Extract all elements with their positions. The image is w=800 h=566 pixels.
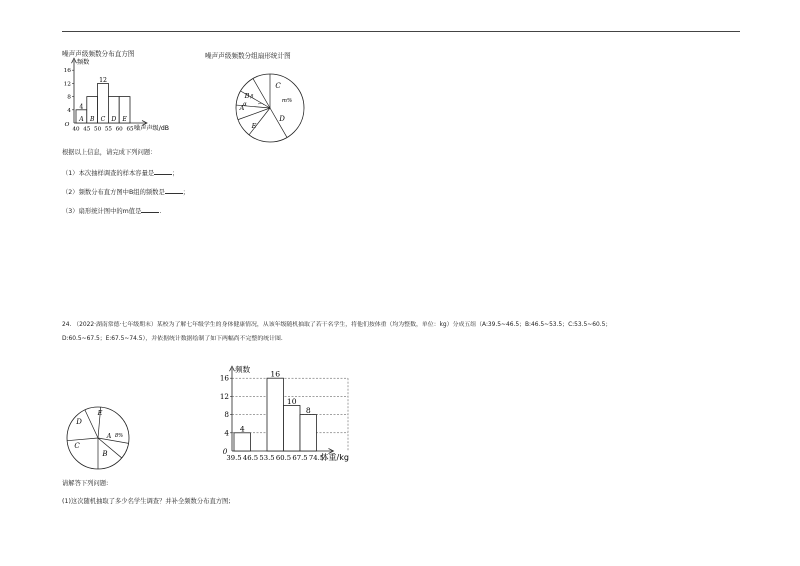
bar	[267, 378, 284, 451]
x-tick-label: 50	[94, 126, 102, 133]
bar-value-label: 16	[270, 369, 281, 379]
x-axis-label: 体重/kg	[320, 453, 349, 462]
pie-1-title: 噪声声级频数分组扇形统计图	[205, 52, 291, 60]
x-tick-label: 53.5	[259, 453, 275, 462]
x-tick-label: 45	[83, 126, 91, 133]
pie-slice-label: A	[106, 433, 112, 440]
bar-value-label: 10	[286, 397, 297, 406]
x-axis-label: 噪声声级/dB	[134, 125, 170, 133]
x-tick-label: 46.5	[242, 453, 259, 462]
q23-question-2: （2）频数分布直方图中B组的频数是 ；	[62, 189, 190, 196]
bar	[234, 433, 251, 451]
y-tick-label: 8	[224, 410, 229, 420]
y-tick-label: 4	[224, 428, 229, 438]
origin-label: 0	[222, 447, 228, 456]
q24-subquestion-1: (1)这次随机抽取了多少名学生调查？并补全频数分布直方图;	[62, 498, 231, 505]
weight-pie-chart	[58, 398, 138, 478]
y-tick-label: 8	[67, 94, 71, 101]
pie-slice-label: E	[251, 122, 257, 130]
noise-histogram	[60, 56, 210, 141]
bar-value-label: 4	[79, 103, 84, 111]
x-tick-label: 65	[126, 126, 134, 133]
bar-value-label: 12	[99, 76, 107, 84]
x-tick-label: 55	[104, 126, 112, 133]
pie-slice-label: B	[244, 92, 250, 100]
x-tick-label: 74.5	[308, 453, 325, 462]
x-tick-label: 67.5	[292, 453, 308, 462]
weight-histogram	[210, 350, 410, 470]
pie-annotation: β	[250, 93, 254, 100]
q24-text-line-2: D:60.5~67.5；E:67.5~74.5），并依据统计数据绘制了如下两幅尚不完整的统计图.	[62, 336, 283, 342]
pie-slice-label: E	[97, 409, 103, 417]
histogram-1-title: 噪声声级频数分布直方图	[62, 50, 135, 58]
bar-category-label: A	[79, 116, 84, 123]
bar-value-label: 8	[305, 406, 311, 416]
y-tick-label: 12	[63, 81, 71, 88]
pie-slice-label: A	[239, 104, 245, 112]
x-tick-label: 40	[72, 126, 80, 133]
q23-intro: 根据以上信息，请完成下列问题：	[62, 149, 157, 156]
noise-pie-chart	[220, 58, 320, 158]
q23-question-3: （3）扇形统计图中的m值是 .	[62, 208, 162, 215]
y-tick-label: 16	[219, 373, 229, 383]
pie-slice-label: D	[76, 418, 82, 426]
y-tick-label: 4	[67, 107, 71, 114]
answer-blank	[141, 206, 159, 213]
x-tick-label: 39.5	[226, 453, 242, 462]
answer-blank	[154, 168, 172, 175]
x-tick-label: 60.5	[275, 453, 292, 462]
bar-category-label: D	[111, 116, 117, 123]
pie-slice-label: D	[279, 115, 285, 123]
y-tick-label: 12	[219, 391, 229, 401]
pie-annotation: α	[243, 101, 247, 108]
x-tick-label: 60	[115, 126, 123, 133]
bar	[284, 406, 301, 452]
pie-slice-label: B	[102, 450, 108, 458]
y-axis-label: 频数	[77, 59, 90, 67]
bar-value-label: 4	[239, 424, 245, 434]
answer-blank	[165, 187, 183, 194]
pie-slice-label: C	[275, 82, 281, 90]
bar-category-label: B	[89, 116, 95, 123]
y-axis-label: 频数	[235, 365, 251, 375]
page-top-rule	[62, 31, 740, 32]
q24-text-line-1: 24. （2022·湖南常德·七年级期末）某校为了解七年级学生的身体健康情况，从该年级随机抽取了若干名学生，将他们按体重（均为整数，单位：kg）分成五组（A:39.5~46.5；B:46.5~53.5；C:53.5~60.5；	[62, 322, 612, 328]
pie-annotation: m%	[281, 98, 293, 104]
bar	[300, 415, 317, 451]
bar-category-label: E	[122, 116, 127, 123]
pie-slice-label: C	[74, 442, 80, 450]
pie-annotation: 8%	[114, 433, 124, 439]
bar-category-label: C	[100, 116, 106, 123]
q23-question-1: （1）本次抽样调查的样本容量是 ；	[62, 170, 179, 177]
origin-label: O	[64, 122, 70, 128]
q24-prompt: 请解答下列问题:	[62, 480, 109, 487]
y-tick-label: 16	[63, 68, 71, 75]
